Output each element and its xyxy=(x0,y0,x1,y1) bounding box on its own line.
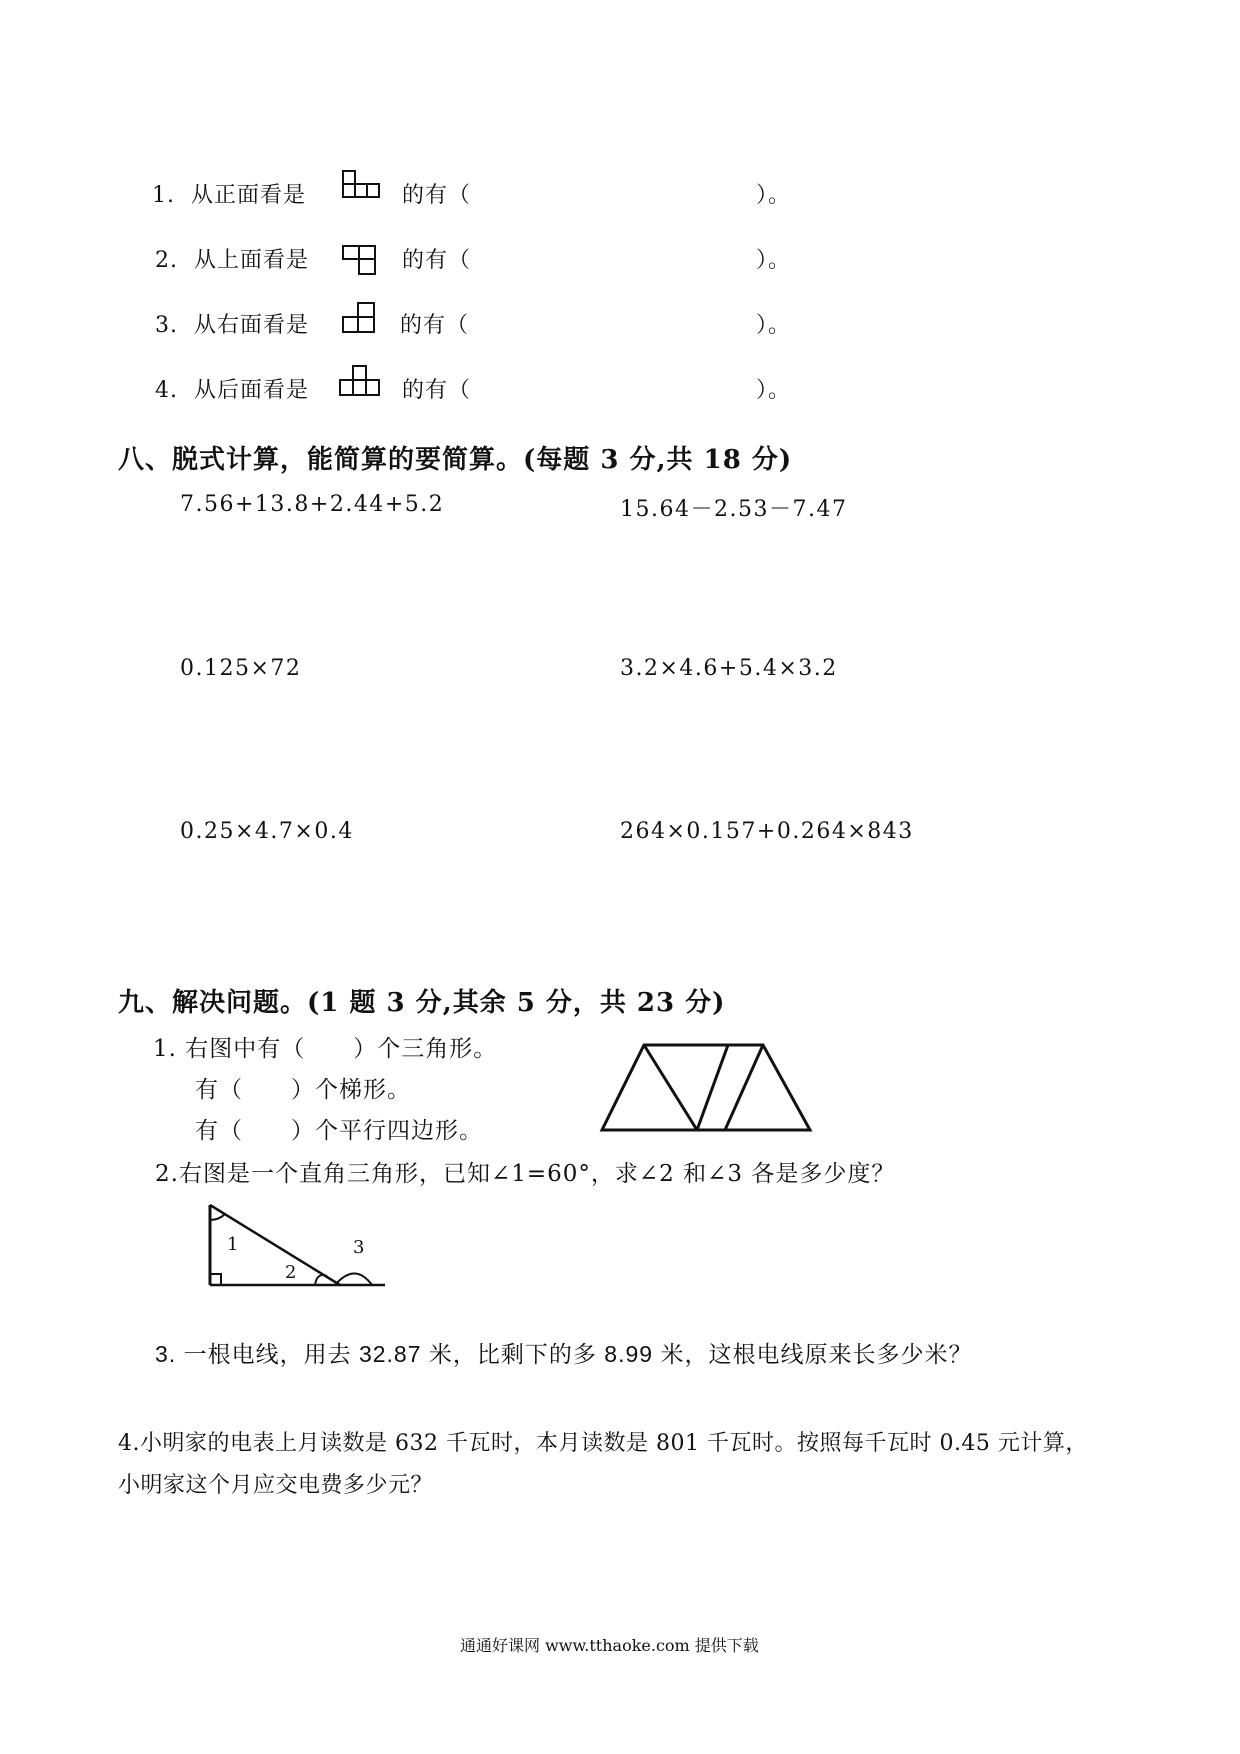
question-number: 3. xyxy=(155,313,178,338)
view-question-4-suffix: 的有（ xyxy=(402,378,472,403)
problem-1-line-1: 1. 右图中有（ ）个三角形。 xyxy=(153,1036,498,1062)
view-question-2 xyxy=(155,243,309,274)
question-number: 1. xyxy=(152,183,175,208)
question-prefix: 从右面看是 xyxy=(194,313,310,338)
expression: 264×0.157+0.264×843 xyxy=(620,819,914,844)
question-number: 4. xyxy=(155,378,178,403)
expression: 3.2×4.6+5.4×3.2 xyxy=(620,656,838,681)
question-prefix: 从上面看是 xyxy=(194,248,310,273)
view-question-3 xyxy=(155,308,309,339)
view-question-2-suffix: 的有（ xyxy=(402,248,472,273)
view-question-4-close: ）。 xyxy=(756,378,792,403)
expression: 0.25×4.7×0.4 xyxy=(180,819,354,844)
angle-label-1: 1 xyxy=(227,1234,239,1255)
footer-text: 通通好课网 www.tthaoke.com 提供下载 xyxy=(460,1636,759,1655)
view-question-3-suffix: 的有（ xyxy=(400,313,470,338)
problem-1-line-2: 有（ ）个梯形。 xyxy=(195,1077,411,1103)
back-view-icon xyxy=(340,365,384,399)
view-question-1-close: ）。 xyxy=(756,183,792,208)
expression: 15.64－2.53－7.47 xyxy=(620,497,848,522)
question-number: 2. xyxy=(155,248,178,273)
view-question-1 xyxy=(152,178,306,209)
question-prefix: 从正面看是 xyxy=(191,183,307,208)
front-view-icon xyxy=(342,170,382,200)
trapezoid-figure xyxy=(600,1040,820,1140)
section8-heading: 八、脱式计算，能简算的要简算。(每题 3 分,共 18 分) xyxy=(118,445,793,475)
problem-4-line-2: 小明家这个月应交电费多少元？ xyxy=(118,1473,434,1498)
view-question-3-close: ）。 xyxy=(756,313,792,338)
view-question-2-close: ）。 xyxy=(756,248,792,273)
problem-2: 2.右图是一个直角三角形，已知∠1=60°，求∠2 和∠3 各是多少度？ xyxy=(155,1161,896,1187)
top-view-icon xyxy=(342,245,382,279)
section9-heading: 九、解决问题。(1 题 3 分,其余 5 分，共 23 分) xyxy=(118,988,726,1018)
problem-1-line-3: 有（ ）个平行四边形。 xyxy=(195,1118,483,1144)
view-question-1-suffix: 的有（ xyxy=(402,183,472,208)
angle-label-2: 2 xyxy=(285,1262,297,1283)
expression: 7.56+13.8+2.44+5.2 xyxy=(180,492,445,517)
question-prefix: 从后面看是 xyxy=(194,378,310,403)
angle-label-3: 3 xyxy=(353,1237,365,1258)
expression: 0.125×72 xyxy=(180,656,302,681)
problem-3: 3. 一根电线，用去 32.87 米，比剩下的多 8.99 米，这根电线原来长多少米？ xyxy=(155,1341,973,1367)
right-view-icon xyxy=(342,302,382,336)
view-question-4 xyxy=(155,373,309,404)
problem-4-line-1: 4.小明家的电表上月读数是 632 千瓦时，本月读数是 801 千瓦时。按照每千瓦时 0.45 元计算， xyxy=(118,1431,1088,1456)
